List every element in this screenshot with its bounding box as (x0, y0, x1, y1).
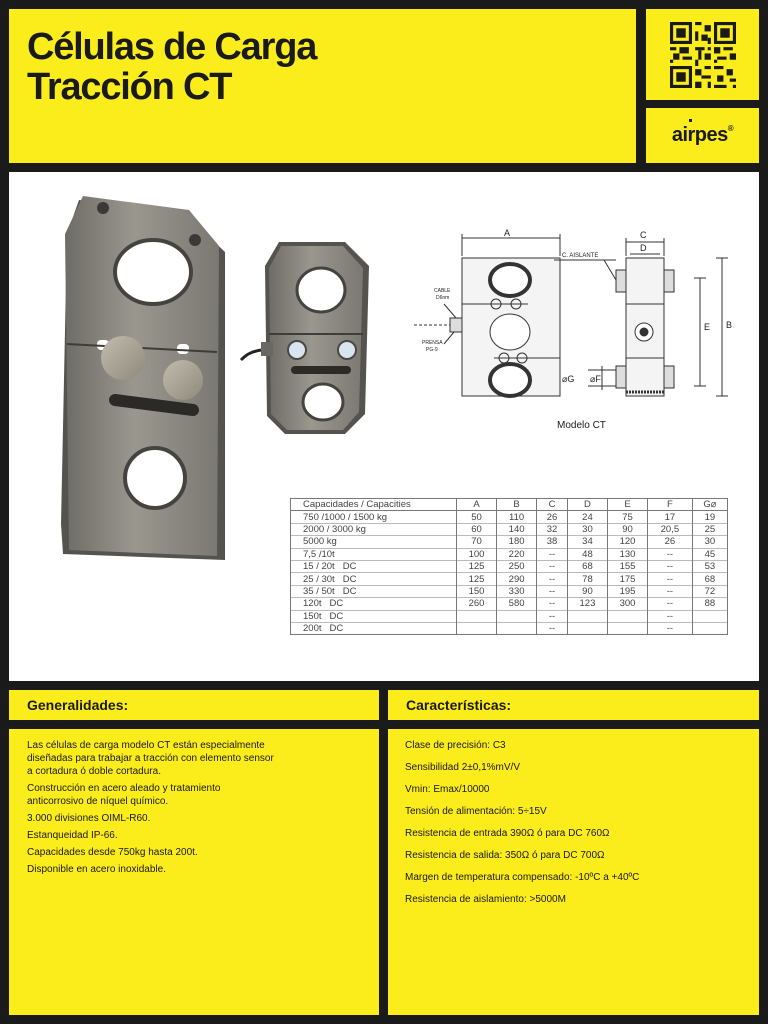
dim-g-label: ⌀G (562, 374, 575, 384)
dim-cell-f: 17 (648, 511, 693, 523)
generalidades-paragraph: Disponible en acero inoxidable. (27, 864, 166, 875)
capacity-cell (291, 573, 457, 585)
dim-cell-b: 180 (497, 536, 537, 548)
dim-cell-b: 250 (497, 560, 537, 572)
caracteristicas-heading: Características: (388, 690, 759, 720)
header-d: D (567, 499, 607, 511)
dim-a-label: A (504, 228, 511, 238)
dim-cell-d: 30 (567, 523, 607, 535)
dimensions-table (290, 498, 728, 635)
dim-cell-f: -- (648, 548, 693, 560)
dim-cell-a: 100 (457, 548, 497, 560)
table-row (291, 610, 728, 622)
table-header-row (291, 499, 728, 511)
dim-cell-g: 88 (692, 598, 727, 610)
capacity-cell (291, 536, 457, 548)
dim-cell-g: 30 (692, 536, 727, 548)
dim-b-label: B (726, 320, 733, 330)
dim-cell-c: -- (537, 573, 568, 585)
capacity-value: 35 / 50t (303, 585, 335, 597)
dim-cell-f: 20,5 (648, 523, 693, 535)
header-e: E (607, 499, 647, 511)
dim-cell-e: 75 (607, 511, 647, 523)
dim-cell-g: 68 (692, 573, 727, 585)
dim-cell-c: 26 (537, 511, 568, 523)
dim-cell-b: 330 (497, 585, 537, 597)
dim-cell-d: 34 (567, 536, 607, 548)
dim-cell-f: -- (648, 610, 693, 622)
dim-cell-e: 120 (607, 536, 647, 548)
spec-item: Resistencia de entrada 390Ω ó para DC 760Ω (405, 828, 610, 839)
dim-cell-d: 24 (567, 511, 607, 523)
generalidades-heading: Generalidades: (9, 690, 379, 720)
dim-cell-e: 155 (607, 560, 647, 572)
spec-item: Margen de temperatura compensado: -10ºC a +40ºC (405, 872, 640, 883)
table-row (291, 573, 728, 585)
prensa-label-1: PRENSA (422, 340, 443, 346)
generalidades-paragraph: Estanqueidad IP-66. (27, 830, 118, 841)
title-line-2: Tracción CT (27, 66, 232, 108)
header-f: F (648, 499, 693, 511)
generalidades-paragraph: Capacidades desde 750kg hasta 200t. (27, 847, 198, 858)
dim-cell-a: 125 (457, 573, 497, 585)
dim-cell-f: -- (648, 598, 693, 610)
drawing-caption: Modelo CT (557, 420, 606, 431)
table-row (291, 523, 728, 535)
dim-cell-g: 72 (692, 585, 727, 597)
dim-cell-c: -- (537, 560, 568, 572)
caracteristicas-panel (388, 729, 759, 1015)
dim-cell-g (692, 610, 727, 622)
dc-marker: DC (342, 561, 357, 573)
table-row (291, 511, 728, 523)
dim-cell-c: 38 (537, 536, 568, 548)
load-cell-small-image (239, 238, 379, 438)
dim-cell-b: 140 (497, 523, 537, 535)
logo-text: airpes (671, 124, 728, 146)
dim-cell-e (607, 610, 647, 622)
dim-cell-b: 220 (497, 548, 537, 560)
dc-marker: DC (329, 598, 344, 610)
dim-d-label: D (640, 243, 647, 253)
dim-f-label: ⌀F (590, 374, 601, 384)
dim-cell-a: 150 (457, 585, 497, 597)
header-g: G⌀ (692, 499, 727, 511)
dim-cell-a: 70 (457, 536, 497, 548)
capacity-value: 25 / 30t (303, 573, 335, 585)
header-a: A (457, 499, 497, 511)
dim-cell-a: 260 (457, 598, 497, 610)
capacity-cell (291, 511, 457, 523)
dim-cell-c: 32 (537, 523, 568, 535)
capacity-value: 750 /1000 / 1500 kg (303, 511, 387, 523)
dim-cell-d: 48 (567, 548, 607, 560)
table-row (291, 548, 728, 560)
dc-marker: DC (342, 573, 357, 585)
generalidades-paragraph: 3.000 divisiones OIML-R60. (27, 813, 151, 824)
dim-cell-d: 78 (567, 573, 607, 585)
dim-cell-c: -- (537, 622, 568, 634)
capacity-cell (291, 585, 457, 597)
table-row (291, 622, 728, 634)
dim-cell-g: 53 (692, 560, 727, 572)
header-c: C (537, 499, 568, 511)
capacity-value: 2000 / 3000 kg (303, 523, 366, 535)
prensa-label-2: PG-9 (426, 347, 438, 353)
capacity-cell (291, 598, 457, 610)
dim-cell-a (457, 610, 497, 622)
capacity-value: 5000 kg (303, 536, 337, 548)
spec-item: Sensibilidad 2±0,1%mV/V (405, 762, 520, 773)
dim-cell-e (607, 622, 647, 634)
spec-item: Resistencia de salida: 350Ω ó para DC 700Ω (405, 850, 605, 861)
dim-e-label: E (704, 322, 711, 332)
dim-cell-f: -- (648, 585, 693, 597)
table-row (291, 598, 728, 610)
title-line-1: Células de Carga (27, 26, 317, 68)
dim-cell-b: 580 (497, 598, 537, 610)
dc-marker: DC (342, 585, 357, 597)
logo-dot (689, 119, 692, 122)
table-row (291, 536, 728, 548)
table-row (291, 585, 728, 597)
dim-cell-e: 300 (607, 598, 647, 610)
capacity-value: 7,5 /10t (303, 548, 335, 560)
dim-cell-g (692, 622, 727, 634)
dim-cell-f: -- (648, 573, 693, 585)
product-panel (9, 172, 759, 681)
dim-cell-c: -- (537, 548, 568, 560)
spec-item: Vmin: Emax/10000 (405, 784, 490, 795)
cable-label-2: D6nm (436, 295, 450, 301)
page-title (27, 27, 636, 107)
header-b: B (497, 499, 537, 511)
title-panel (9, 9, 636, 163)
dim-cell-f: -- (648, 560, 693, 572)
dim-cell-c: -- (537, 598, 568, 610)
dim-cell-b: 110 (497, 511, 537, 523)
dc-marker: DC (329, 610, 344, 622)
generalidades-paragraph: Las células de carga modelo CT están especialmente diseñadas para trabajar a tracción con elemento sensor a cortadura ó doble cortadura. (27, 740, 274, 777)
dim-c-label: C (640, 230, 647, 240)
dim-cell-d (567, 610, 607, 622)
spec-item: Clase de precisión: C3 (405, 740, 506, 751)
dim-cell-g: 45 (692, 548, 727, 560)
dim-cell-e: 175 (607, 573, 647, 585)
generalidades-panel (9, 729, 379, 1015)
capacity-cell (291, 548, 457, 560)
dim-cell-d (567, 622, 607, 634)
dim-cell-a (457, 622, 497, 634)
dim-cell-a: 60 (457, 523, 497, 535)
dim-cell-b (497, 610, 537, 622)
logo-registered-mark: ® (727, 124, 734, 133)
qr-code-icon[interactable] (670, 22, 736, 88)
capacity-cell (291, 560, 457, 572)
dim-cell-a: 125 (457, 560, 497, 572)
dim-cell-g: 25 (692, 523, 727, 535)
cable-label-1: CABLE (434, 288, 451, 294)
dim-cell-e: 195 (607, 585, 647, 597)
capacity-cell (291, 622, 457, 634)
dim-cell-e: 90 (607, 523, 647, 535)
airpes-logo (672, 124, 733, 147)
generalidades-paragraph: Construcción en acero aleado y tratamiento anticorrosivo de níquel químico. (27, 783, 221, 807)
capacity-value: 150t (303, 610, 322, 622)
dim-cell-e: 130 (607, 548, 647, 560)
capacity-cell (291, 610, 457, 622)
table-row (291, 560, 728, 572)
spec-item: Resistencia de aislamiento: >5000M (405, 894, 566, 905)
capacity-value: 120t (303, 598, 322, 610)
logo-panel (646, 108, 759, 163)
capacity-cell (291, 523, 457, 535)
capacity-value: 15 / 20t (303, 561, 335, 573)
dim-cell-c: -- (537, 585, 568, 597)
capacity-value: 200t (303, 623, 322, 635)
dim-cell-d: 123 (567, 598, 607, 610)
dim-cell-c: -- (537, 610, 568, 622)
dim-cell-g: 19 (692, 511, 727, 523)
dim-cell-b: 290 (497, 573, 537, 585)
header-capacities: Capacidades / Capacities (291, 499, 457, 511)
load-cell-large-image (57, 194, 227, 566)
dc-marker: DC (329, 623, 344, 635)
qr-panel (646, 9, 759, 100)
dim-cell-f: 26 (648, 536, 693, 548)
spec-item: Tensión de alimentación: 5÷15V (405, 806, 547, 817)
dim-cell-a: 50 (457, 511, 497, 523)
technical-drawing (404, 226, 744, 416)
dim-cell-b (497, 622, 537, 634)
dim-cell-f: -- (648, 622, 693, 634)
dim-cell-d: 90 (567, 585, 607, 597)
dim-cell-d: 68 (567, 560, 607, 572)
aislante-label: C. AISLANTE (562, 253, 599, 259)
